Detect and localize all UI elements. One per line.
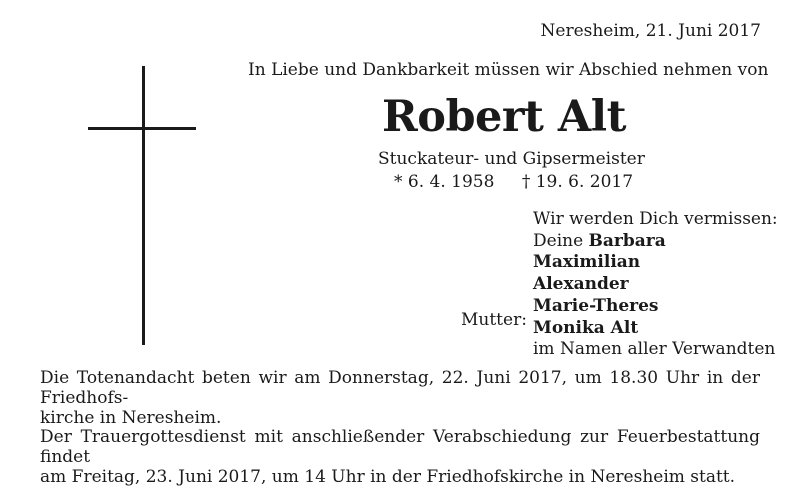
mourner-maximilian: Maximilian bbox=[533, 252, 641, 273]
death-date: 19. 6. 2017 bbox=[535, 172, 634, 192]
funeral-info-line2: am Freitag, 23. Juni 2017, um 14 Uhr in der Friedhofskirche in Neresheim statt. bbox=[40, 466, 736, 487]
relatives-text: im Namen aller Verwandten bbox=[533, 339, 776, 360]
mourner-alexander: Alexander bbox=[533, 274, 629, 295]
mourners-intro: Wir werden Dich vermissen: bbox=[533, 209, 778, 229]
birth-symbol: * bbox=[394, 172, 403, 192]
deceased-name: Robert Alt bbox=[382, 92, 626, 142]
mourner-barbara: Deine Barbara bbox=[533, 230, 666, 251]
mourner-marie-theres: Marie-Theres bbox=[533, 295, 659, 316]
mother-label: Mutter: bbox=[461, 310, 527, 330]
birth-date: 6. 4. 1958 bbox=[407, 172, 495, 192]
wake-info-line1: Die Totenandacht beten wir am Donnerstag, 22. Juni 2017, um 18.30 Uhr in der Friedhofs- bbox=[40, 368, 760, 408]
service-info bbox=[40, 369, 760, 488]
place-date: Neresheim, 21. Juni 2017 bbox=[540, 21, 761, 41]
death-symbol: † bbox=[521, 172, 531, 192]
life-dates bbox=[394, 172, 633, 192]
funeral-info-line1: Der Trauergottesdienst mit anschließender Verabschiedung zur Feuerbestattung findet bbox=[40, 427, 760, 468]
deceased-profession: Stuckateur- und Gipsermeister bbox=[378, 149, 645, 169]
mourners-list bbox=[533, 209, 778, 361]
intro-text: In Liebe und Dankbarkeit müssen wir Abschied nehmen von bbox=[248, 60, 769, 80]
mourner-mother: Monika Alt bbox=[533, 317, 639, 338]
wake-info-line2: kirche in Neresheim. bbox=[40, 407, 222, 428]
